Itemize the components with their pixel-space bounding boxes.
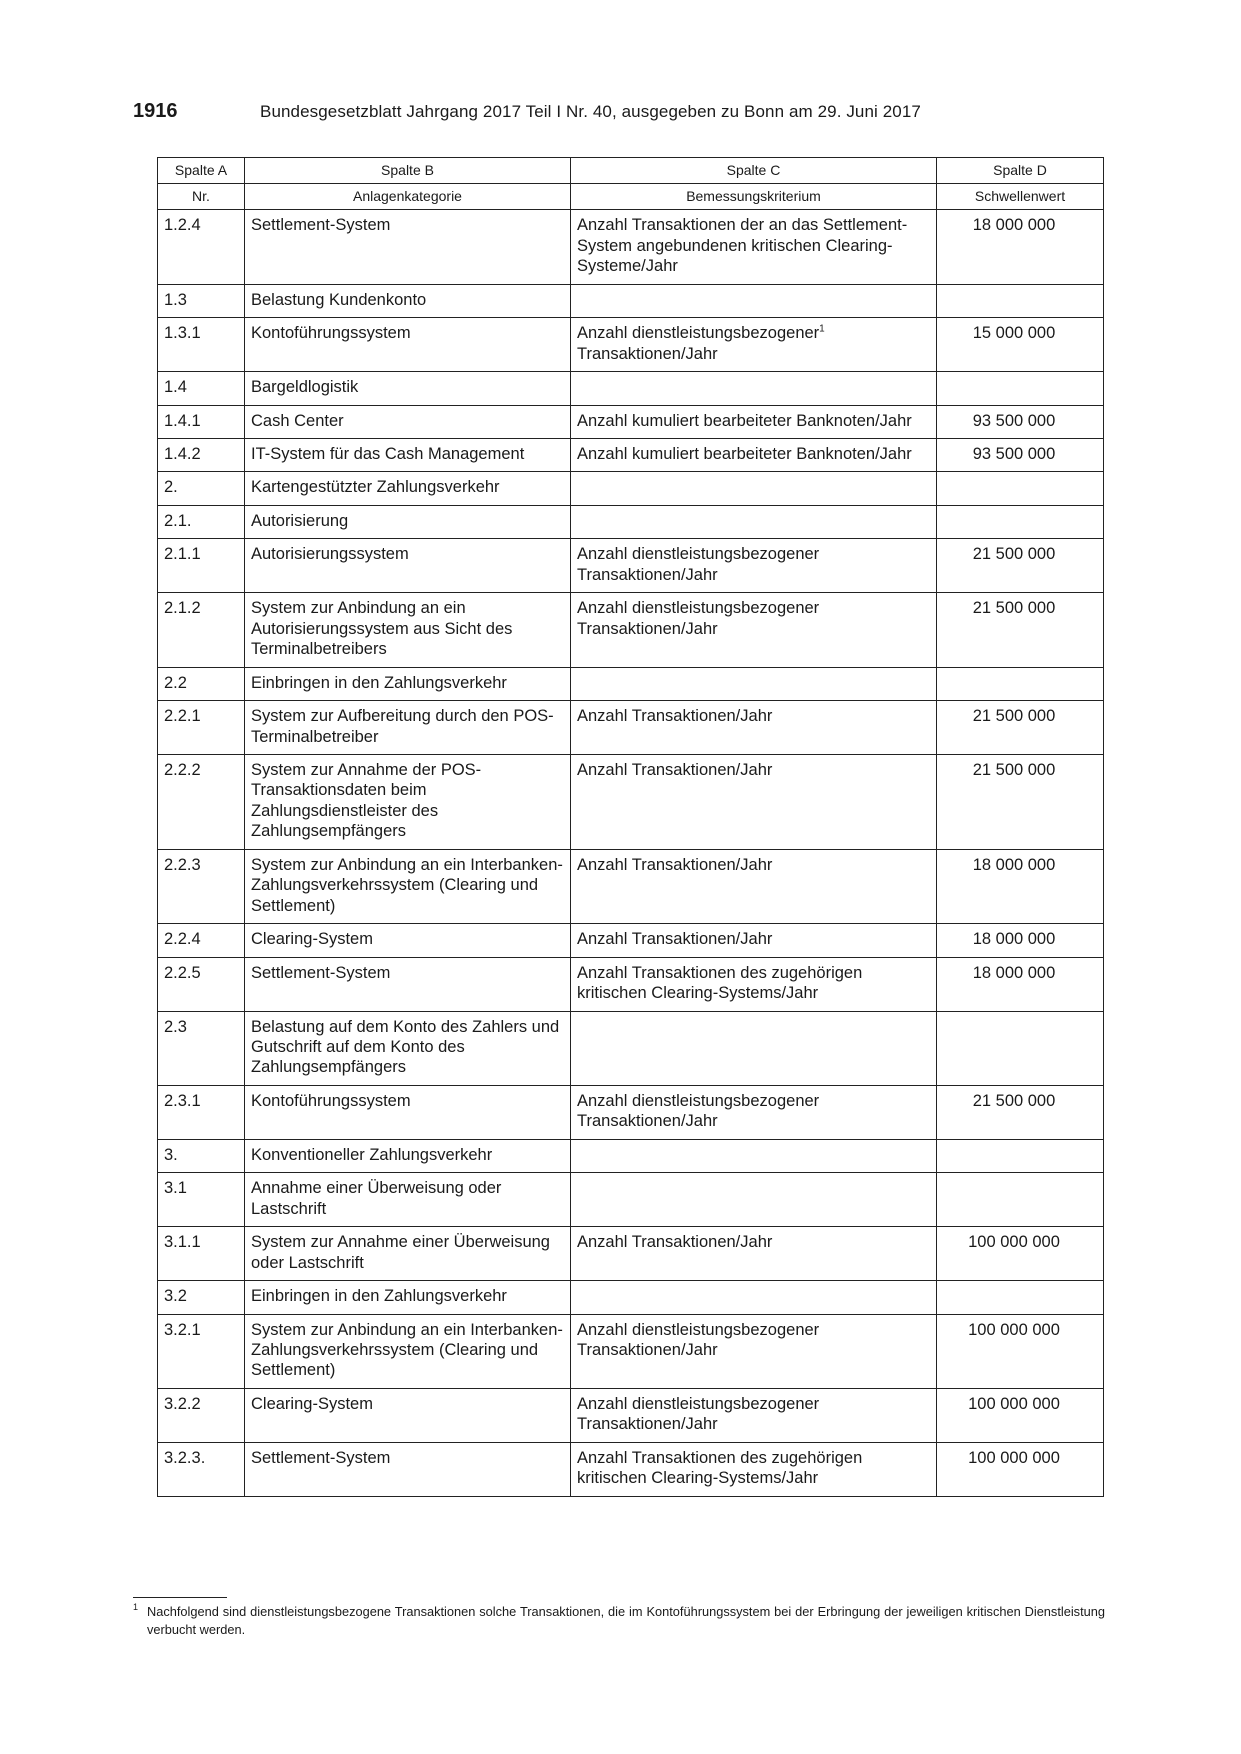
cell-nr: 2.2.2 — [158, 754, 245, 849]
table-row — [158, 472, 1104, 505]
cell-nr: 2. — [158, 472, 245, 505]
cell-schwellenwert — [937, 1011, 1104, 1085]
cell-kriterium — [571, 1173, 937, 1227]
column-subheader-kriterium: Bemessungskriterium — [571, 184, 937, 210]
cell-kriterium: Anzahl dienstleistungsbezogener Transaktionen/Jahr — [571, 593, 937, 667]
cell-schwellenwert — [937, 372, 1104, 405]
cell-kriterium: Anzahl Transaktionen/Jahr — [571, 924, 937, 957]
cell-nr: 1.2.4 — [158, 210, 245, 284]
table-row — [158, 849, 1104, 923]
cell-kategorie: Cash Center — [245, 405, 571, 438]
cell-schwellenwert — [937, 472, 1104, 505]
cell-nr: 3.1.1 — [158, 1227, 245, 1281]
threshold-table — [157, 157, 1104, 1497]
cell-schwellenwert: 93 500 000 — [937, 405, 1104, 438]
cell-kategorie: Konventioneller Zahlungsverkehr — [245, 1139, 571, 1172]
table-row — [158, 1011, 1104, 1085]
cell-kategorie: Kontoführungssystem — [245, 318, 571, 372]
table-row — [158, 957, 1104, 1011]
table-row — [158, 924, 1104, 957]
cell-kategorie: System zur Anbindung an ein Autorisierungssystem aus Sicht des Terminalbetreibers — [245, 593, 571, 667]
cell-schwellenwert: 21 500 000 — [937, 1085, 1104, 1139]
cell-nr: 3.2.2 — [158, 1388, 245, 1442]
cell-kriterium — [571, 372, 937, 405]
cell-schwellenwert: 18 000 000 — [937, 210, 1104, 284]
column-header-d: Spalte D — [937, 158, 1104, 184]
cell-schwellenwert: 15 000 000 — [937, 318, 1104, 372]
cell-kategorie: System zur Anbindung an ein Interbanken-Zahlungsverkehrssystem (Clearing und Settlement) — [245, 1314, 571, 1388]
cell-kategorie: Bargeldlogistik — [245, 372, 571, 405]
cell-kategorie: System zur Annahme einer Überweisung oder Lastschrift — [245, 1227, 571, 1281]
cell-nr: 1.3 — [158, 284, 245, 317]
cell-kriterium: Anzahl kumuliert bearbeiteter Banknoten/Jahr — [571, 405, 937, 438]
cell-kriterium-text-cont: Transaktionen/Jahr — [577, 344, 718, 363]
table-row — [158, 405, 1104, 438]
cell-kategorie: Settlement-System — [245, 1442, 571, 1496]
table-row — [158, 318, 1104, 372]
table-row — [158, 439, 1104, 472]
cell-schwellenwert: 21 500 000 — [937, 539, 1104, 593]
cell-schwellenwert: 100 000 000 — [937, 1314, 1104, 1388]
cell-schwellenwert — [937, 284, 1104, 317]
cell-nr: 2.1.1 — [158, 539, 245, 593]
cell-kriterium: Anzahl dienstleistungsbezogener Transaktionen/Jahr — [571, 1085, 937, 1139]
column-subheader-nr: Nr. — [158, 184, 245, 210]
cell-nr: 1.4.1 — [158, 405, 245, 438]
cell-schwellenwert — [937, 1173, 1104, 1227]
cell-kategorie: Settlement-System — [245, 210, 571, 284]
cell-kategorie: Clearing-System — [245, 1388, 571, 1442]
cell-schwellenwert: 100 000 000 — [937, 1442, 1104, 1496]
cell-kategorie: Kontoführungssystem — [245, 1085, 571, 1139]
table-row — [158, 1173, 1104, 1227]
footnote-text: Nachfolgend sind dienstleistungsbezogene Transaktionen solche Transaktionen, die im Kontoführungssystem bei der Erbringung der jeweiligen kritischen Dienstleistung verbucht werden. — [147, 1604, 1105, 1638]
table-row — [158, 539, 1104, 593]
cell-nr: 2.3.1 — [158, 1085, 245, 1139]
cell-nr: 2.2.1 — [158, 701, 245, 755]
cell-schwellenwert: 18 000 000 — [937, 924, 1104, 957]
cell-nr: 2.2.4 — [158, 924, 245, 957]
table-row — [158, 593, 1104, 667]
cell-kategorie: System zur Anbindung an ein Interbanken-Zahlungsverkehrssystem (Clearing und Settlement) — [245, 849, 571, 923]
cell-schwellenwert — [937, 1139, 1104, 1172]
footnote-reference: 1 — [819, 323, 825, 335]
cell-kategorie: System zur Aufbereitung durch den POS-Terminalbetreiber — [245, 701, 571, 755]
cell-kriterium — [571, 1139, 937, 1172]
cell-nr: 2.2.3 — [158, 849, 245, 923]
table-row — [158, 284, 1104, 317]
column-subheader-row — [158, 184, 1104, 210]
page-header — [133, 100, 1113, 126]
cell-kriterium: Anzahl Transaktionen/Jahr — [571, 849, 937, 923]
cell-kategorie: Einbringen in den Zahlungsverkehr — [245, 1281, 571, 1314]
cell-kriterium: Anzahl Transaktionen der an das Settlement-System angebundenen kritischen Clearing-Systeme/Jahr — [571, 210, 937, 284]
cell-nr: 2.2.5 — [158, 957, 245, 1011]
cell-nr: 3.1 — [158, 1173, 245, 1227]
cell-kriterium: Anzahl dienstleistungsbezogener Transaktionen/Jahr — [571, 1388, 937, 1442]
running-head: Bundesgesetzblatt Jahrgang 2017 Teil I Nr. 40, ausgegeben zu Bonn am 29. Juni 2017 — [260, 102, 921, 121]
cell-kriterium-text: Anzahl dienstleistungsbezogener — [577, 324, 820, 343]
cell-kriterium — [571, 1011, 937, 1085]
cell-kategorie: Clearing-System — [245, 924, 571, 957]
cell-kriterium — [571, 1281, 937, 1314]
cell-nr: 1.4.2 — [158, 439, 245, 472]
table-row — [158, 701, 1104, 755]
footnote-mark: 1 — [133, 1602, 139, 1612]
cell-nr: 1.4 — [158, 372, 245, 405]
cell-schwellenwert: 21 500 000 — [937, 593, 1104, 667]
table-row — [158, 210, 1104, 284]
cell-schwellenwert: 21 500 000 — [937, 754, 1104, 849]
cell-kriterium — [571, 667, 937, 700]
cell-nr: 2.3 — [158, 1011, 245, 1085]
cell-nr: 2.2 — [158, 667, 245, 700]
table-row — [158, 1314, 1104, 1388]
cell-kategorie: Belastung Kundenkonto — [245, 284, 571, 317]
cell-kategorie: Settlement-System — [245, 957, 571, 1011]
cell-kriterium: Anzahl Transaktionen des zugehörigen kritischen Clearing-Systems/Jahr — [571, 957, 937, 1011]
cell-kriterium: Anzahl Transaktionen des zugehörigen kritischen Clearing-Systems/Jahr — [571, 1442, 937, 1496]
cell-kategorie: IT-System für das Cash Management — [245, 439, 571, 472]
page-number: 1916 — [133, 100, 178, 122]
table-row — [158, 667, 1104, 700]
table-row — [158, 754, 1104, 849]
cell-kategorie: System zur Annahme der POS-Transaktionsdaten beim Zahlungsdienstleister des Zahlungsempfängers — [245, 754, 571, 849]
cell-schwellenwert: 93 500 000 — [937, 439, 1104, 472]
cell-kriterium: Anzahl dienstleistungsbezogener Transaktionen/Jahr — [571, 1314, 937, 1388]
table-row — [158, 372, 1104, 405]
cell-kriterium — [571, 472, 937, 505]
cell-kriterium: Anzahl Transaktionen/Jahr — [571, 1227, 937, 1281]
table-row — [158, 1281, 1104, 1314]
footnote — [133, 1603, 1105, 1639]
cell-kriterium: Anzahl Transaktionen/Jahr — [571, 754, 937, 849]
cell-kategorie: Einbringen in den Zahlungsverkehr — [245, 667, 571, 700]
table-row — [158, 1085, 1104, 1139]
cell-nr: 3.2.1 — [158, 1314, 245, 1388]
cell-nr: 1.3.1 — [158, 318, 245, 372]
cell-schwellenwert: 21 500 000 — [937, 701, 1104, 755]
cell-kategorie: Kartengestützter Zahlungsverkehr — [245, 472, 571, 505]
table-row — [158, 505, 1104, 538]
cell-nr: 2.1. — [158, 505, 245, 538]
cell-schwellenwert: 18 000 000 — [937, 849, 1104, 923]
cell-nr: 3. — [158, 1139, 245, 1172]
cell-kategorie: Autorisierungssystem — [245, 539, 571, 593]
cell-schwellenwert — [937, 667, 1104, 700]
cell-schwellenwert — [937, 1281, 1104, 1314]
column-header-c: Spalte C — [571, 158, 937, 184]
cell-schwellenwert: 18 000 000 — [937, 957, 1104, 1011]
cell-kriterium: Anzahl kumuliert bearbeiteter Banknoten/Jahr — [571, 439, 937, 472]
cell-schwellenwert — [937, 505, 1104, 538]
table-row — [158, 1139, 1104, 1172]
cell-nr: 3.2 — [158, 1281, 245, 1314]
cell-kriterium — [571, 318, 937, 372]
cell-kategorie: Autorisierung — [245, 505, 571, 538]
table-row — [158, 1442, 1104, 1496]
table-row — [158, 1227, 1104, 1281]
cell-kategorie: Annahme einer Überweisung oder Lastschrift — [245, 1173, 571, 1227]
cell-kriterium: Anzahl dienstleistungsbezogener Transaktionen/Jahr — [571, 539, 937, 593]
cell-kategorie: Belastung auf dem Konto des Zahlers und Gutschrift auf dem Konto des Zahlungsempfängers — [245, 1011, 571, 1085]
column-header-row — [158, 158, 1104, 184]
cell-kriterium: Anzahl Transaktionen/Jahr — [571, 701, 937, 755]
cell-nr: 3.2.3. — [158, 1442, 245, 1496]
column-subheader-kategorie: Anlagenkategorie — [245, 184, 571, 210]
column-header-b: Spalte B — [245, 158, 571, 184]
cell-kriterium — [571, 505, 937, 538]
cell-nr: 2.1.2 — [158, 593, 245, 667]
column-header-a: Spalte A — [158, 158, 245, 184]
cell-schwellenwert: 100 000 000 — [937, 1227, 1104, 1281]
footnote-rule — [133, 1597, 227, 1598]
table-row — [158, 1388, 1104, 1442]
column-subheader-wert: Schwellenwert — [937, 184, 1104, 210]
cell-schwellenwert: 100 000 000 — [937, 1388, 1104, 1442]
cell-kriterium — [571, 284, 937, 317]
